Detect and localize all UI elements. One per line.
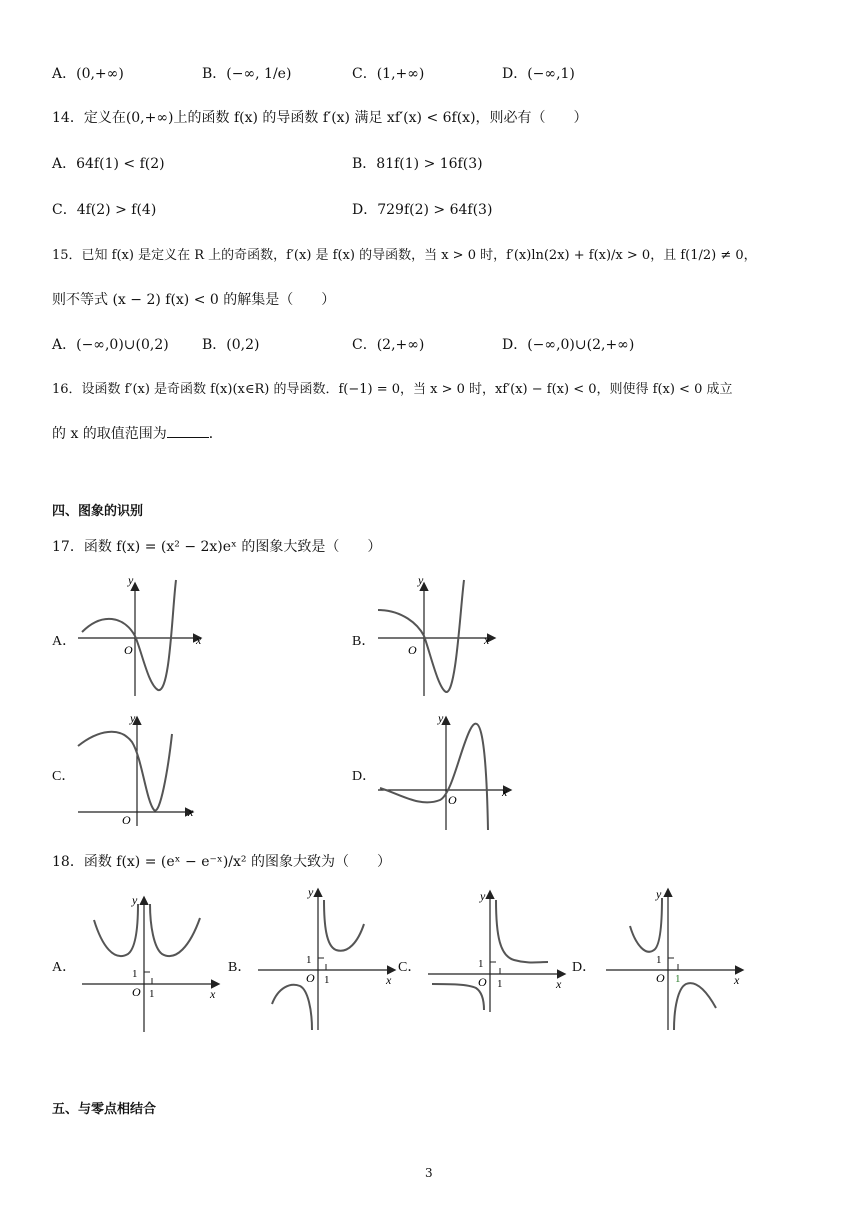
curve-left — [272, 985, 312, 1030]
q15-stem-line1: 15．已知 f(x) 是定义在 R 上的奇函数，f′(x) 是 f(x) 的导函数，当 x > 0 时，f′(x)ln(2x) + f(x)/x > 0，且 f(1/2) ≠ 0， — [52, 248, 757, 263]
section-heading-5: 五、与零点相结合 — [52, 1102, 157, 1117]
q17-stem: 17．函数 f(x) = (x² − 2x)eˣ 的图象大致是（ ） — [52, 539, 382, 555]
q17-label-a: A． — [52, 634, 77, 649]
q18-graph-a — [78, 890, 224, 1036]
y-label: y — [308, 885, 314, 899]
answer-blank — [167, 423, 209, 438]
x-label: x — [196, 633, 202, 647]
y-label: y — [130, 711, 136, 725]
x-label: x — [210, 987, 216, 1001]
origin-label: O — [122, 813, 131, 827]
page-number: 3 — [425, 1166, 433, 1180]
tick-label-y1: 1 — [306, 954, 312, 966]
origin-label: O — [132, 985, 141, 999]
curve-right — [324, 900, 364, 951]
q17-graph-a — [72, 572, 212, 700]
x-label: x — [386, 973, 392, 987]
q13-option-a: A．(0,+∞) — [52, 66, 124, 82]
origin-label: O — [656, 971, 665, 985]
y-label: y — [438, 711, 444, 725]
curve-left — [94, 904, 138, 956]
q16-stem-end: ． — [208, 426, 223, 442]
curve-left — [630, 898, 662, 952]
q13-option-b: B．(−∞, 1/e) — [202, 66, 292, 82]
tick-label-y1: 1 — [132, 968, 138, 980]
q14-option-d: D．729f(2) > 64f(3) — [352, 202, 493, 218]
q13-option-c: C．(1,+∞) — [352, 66, 425, 82]
curve — [380, 724, 488, 830]
tick-label-y1: 1 — [656, 954, 662, 966]
q15-stem-line2: 则不等式 (x − 2) f(x) < 0 的解集是（ ） — [52, 292, 336, 308]
q15-option-d: D．(−∞,0)∪(2,+∞) — [502, 337, 635, 353]
q17-label-d: D． — [352, 769, 377, 784]
q18-label-d: D． — [572, 960, 597, 975]
curve — [378, 580, 464, 692]
q18-label-c: C． — [398, 960, 422, 975]
q18-graph-b — [254, 884, 400, 1034]
x-label: x — [556, 977, 562, 991]
origin-label: O — [408, 643, 417, 657]
q17-graph-c — [72, 710, 202, 830]
q17-graph-b — [372, 572, 512, 700]
q14-option-a: A．64f(1) < f(2) — [52, 156, 165, 172]
q14-option-b: B．81f(1) > 16f(3) — [352, 156, 483, 172]
q18-stem: 18．函数 f(x) = (eˣ − e⁻ˣ)/x² 的图象大致为（ ） — [52, 854, 391, 870]
q17-label-b: B． — [352, 634, 376, 649]
curve-right — [496, 900, 548, 963]
y-label: y — [656, 887, 662, 901]
curve-right — [674, 983, 716, 1030]
origin-label: O — [478, 975, 487, 989]
x-label: x — [484, 633, 490, 647]
section-heading-4: 四、图象的识别 — [52, 504, 144, 519]
q17-label-c: C． — [52, 769, 76, 784]
tick-label-x1: 1 — [497, 978, 503, 990]
y-label: y — [128, 573, 134, 587]
q18-graph-d — [602, 884, 748, 1034]
curve — [82, 580, 176, 690]
q13-option-d: D．(−∞,1) — [502, 66, 575, 82]
q15-option-c: C．(2,+∞) — [352, 337, 425, 353]
q17-graph-d — [374, 710, 520, 834]
tick-label-x1: 1 — [149, 988, 155, 1000]
origin-label: O — [306, 971, 315, 985]
tick-label-x1: 1 — [324, 974, 330, 986]
q15-option-b: B．(0,2) — [202, 337, 260, 353]
q15-option-a: A．(−∞,0)∪(0,2) — [52, 337, 169, 353]
q14-option-c: C．4f(2) > f(4) — [52, 202, 157, 218]
q18-label-a: A． — [52, 960, 77, 975]
tick-label-x1: 1 — [675, 973, 681, 985]
x-label: x — [502, 785, 508, 799]
y-label: y — [418, 573, 424, 587]
x-label: x — [188, 805, 194, 819]
y-label: y — [132, 893, 138, 907]
q14-stem: 14．定义在(0,+∞)上的函数 f(x) 的导函数 f′(x) 满足 xf′(x) < 6f(x)，则必有（ ） — [52, 110, 588, 126]
q16-stem-line2 — [52, 423, 223, 444]
x-label: x — [734, 973, 740, 987]
origin-label: O — [124, 643, 133, 657]
tick-label-y1: 1 — [478, 958, 484, 970]
q16-stem-line1: 16．设函数 f′(x) 是奇函数 f(x)(x∈R) 的导函数．f(−1) = 0，当 x > 0 时，xf′(x) − f(x) < 0，则使得 f(x) < 0 成立 — [52, 382, 733, 397]
q18-label-b: B． — [228, 960, 252, 975]
curve-right — [150, 904, 200, 956]
q18-graph-c — [424, 886, 570, 1016]
origin-label: O — [448, 793, 457, 807]
curve-left — [432, 984, 484, 1010]
curve — [78, 732, 172, 811]
q16-stem-text: 的 x 的取值范围为 — [52, 426, 167, 442]
y-label: y — [480, 889, 486, 903]
